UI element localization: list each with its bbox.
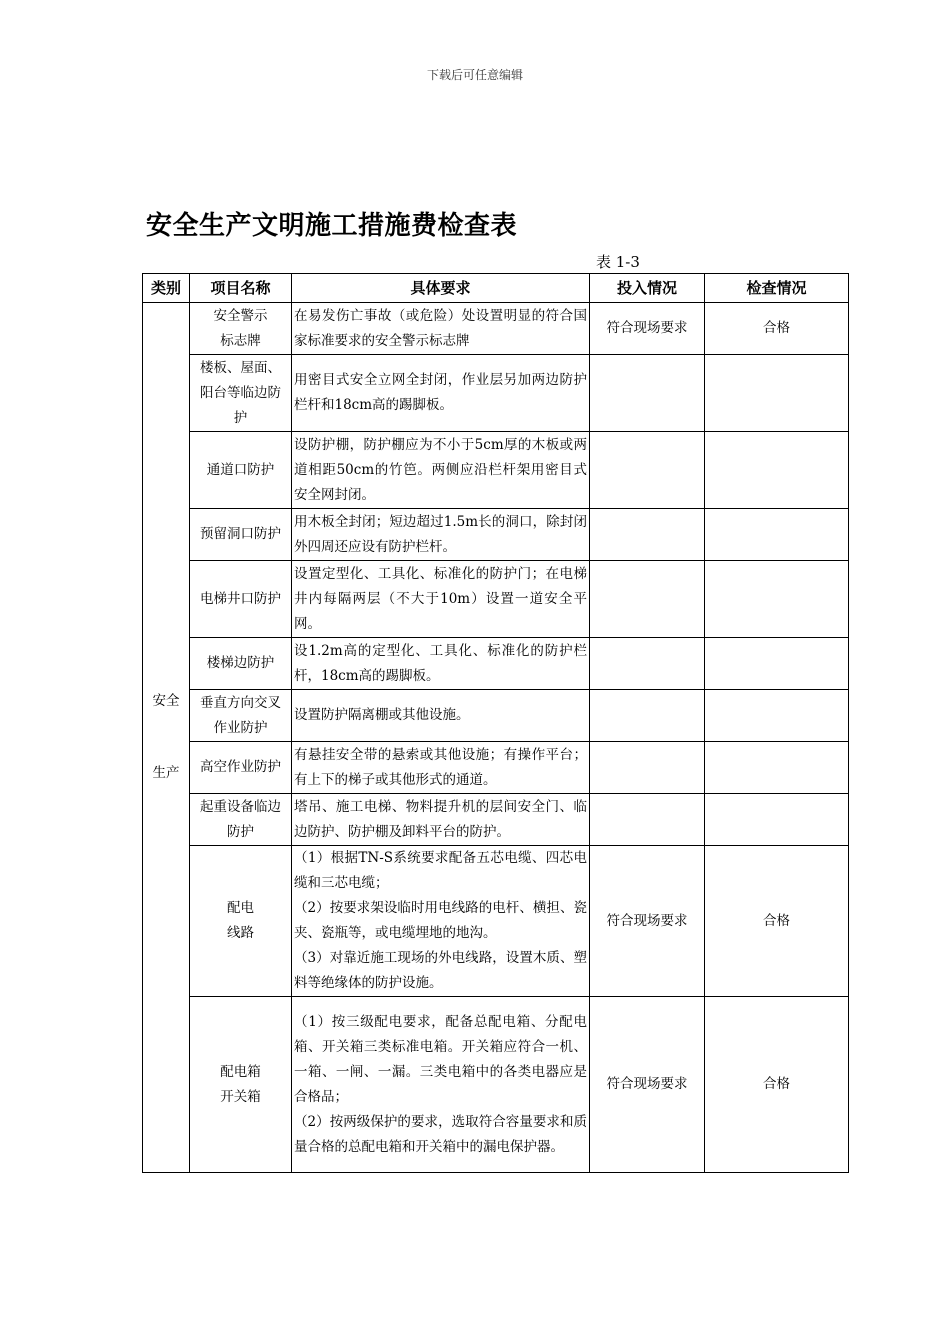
requirement-paragraph: 设防护棚，防护棚应为不小于5cm厚的木板或两道相距50cm的竹笆。两侧应沿栏杆架用密目式安全网封闭。: [294, 436, 587, 503]
item-name: [190, 638, 292, 690]
header-item-name: 项目名称: [190, 274, 292, 303]
table-row: [143, 846, 849, 997]
table-row: [143, 432, 849, 509]
header-inspection: 检查情况: [705, 274, 849, 303]
item-name-line: 线路: [227, 925, 254, 941]
item-name: [190, 561, 292, 638]
investment-status: [590, 794, 705, 846]
requirement-paragraph: （2）按要求架设临时用电线路的电杆、横担、瓷夹、瓷瓶等，或电缆埋地的地沟。: [294, 900, 587, 941]
item-name-line: 起重设备临边: [200, 798, 281, 815]
item-name-line: 开关箱: [220, 1088, 261, 1105]
requirement-paragraph: 用木板全封闭；短边超过1.5m长的洞口，除封闭外四周还应设有防护栏杆。: [294, 513, 587, 555]
investment-status: [590, 690, 705, 742]
inspection-status: [705, 355, 849, 432]
requirement-text: [292, 303, 590, 355]
inspection-status: 合格: [705, 997, 849, 1173]
inspection-status: [705, 690, 849, 742]
header-investment: 投入情况: [590, 274, 705, 303]
requirement-text: [292, 509, 590, 561]
requirement-text: [292, 355, 590, 432]
inspection-status: [705, 742, 849, 794]
requirement-paragraph: 设置防护隔离棚或其他设施。: [294, 707, 470, 723]
investment-status: [590, 638, 705, 690]
table-row: [143, 690, 849, 742]
investment-status: [590, 561, 705, 638]
inspection-table: [142, 273, 849, 1173]
item-name: [190, 690, 292, 742]
requirement-paragraph: 设1.2m高的定型化、工具化、标准化的防护栏杆，18cm高的踢脚板。: [294, 642, 587, 684]
header-note: 下载后可任意编辑: [426, 68, 523, 82]
investment-status: [590, 509, 705, 561]
table-row: [143, 742, 849, 794]
table-row: [143, 638, 849, 690]
item-name: [190, 997, 292, 1173]
requirement-paragraph: 用密目式安全立网全封闭，作业层另加两边防护栏杆和18cm高的踢脚板。: [294, 372, 587, 413]
table-row: [143, 509, 849, 561]
inspection-status: [705, 794, 849, 846]
requirement-paragraph: （1）按三级配电要求，配备总配电箱、分配电箱、开关箱三类标准电箱。开关箱应符合一机、一箱、一闸、一漏。三类电箱中的各类电器应是合格品；: [294, 1013, 587, 1105]
inspection-status: [705, 509, 849, 561]
item-name-line: 安全警示: [213, 307, 268, 324]
document-title: 安全生产文明施工措施费检查表: [146, 211, 518, 241]
item-name: [190, 742, 292, 794]
category-line-2: 生产: [152, 765, 180, 781]
requirement-paragraph: （1）根据TN-S系统要求配备五芯电缆、四芯电缆和三芯电缆；: [294, 850, 587, 891]
requirement-paragraph: 塔吊、施工电梯、物料提升机的层间安全门、临边防护、防护棚及卸料平台的防护。: [294, 798, 587, 840]
requirement-text: [292, 846, 590, 997]
item-name: [190, 432, 292, 509]
requirement-text: [292, 638, 590, 690]
item-name-line: 楼板、屋面、: [200, 359, 281, 376]
item-name-line: 垂直方向交叉: [200, 694, 281, 711]
requirement-paragraph: （3）对靠近施工现场的外电线路，设置木质、塑料等绝缘体的防护设施。: [294, 950, 587, 991]
item-name: [190, 846, 292, 997]
inspection-status: 合格: [705, 303, 849, 355]
requirement-paragraph: （2）按两级保护的要求，选取符合容量要求和质量合格的总配电箱和开关箱中的漏电保护器。: [294, 1113, 587, 1155]
item-name: [190, 355, 292, 432]
requirement-text: [292, 561, 590, 638]
table-row: [143, 303, 849, 355]
item-name-line: 护: [233, 409, 248, 426]
requirement-text: [292, 432, 590, 509]
investment-status: [590, 432, 705, 509]
header-requirements: 具体要求: [292, 274, 590, 303]
inspection-status: [705, 638, 849, 690]
investment-status: [590, 355, 705, 432]
requirement-paragraph: 有悬挂安全带的悬索或其他设施；有操作平台；有上下的梯子或其他形式的通道。: [294, 746, 587, 788]
inspection-status: 合格: [705, 846, 849, 997]
investment-status: 符合现场要求: [590, 303, 705, 355]
table-row: [143, 794, 849, 846]
item-name-line: 标志牌: [220, 332, 261, 349]
table-row: [143, 561, 849, 638]
item-name: [190, 794, 292, 846]
item-name-line: 配电: [227, 900, 254, 916]
requirement-text: [292, 997, 590, 1173]
item-name-line: 预留洞口防护: [200, 526, 281, 542]
item-name-line: 电梯井口防护: [200, 590, 281, 607]
item-name-line: 配电箱: [220, 1063, 261, 1080]
investment-status: [590, 742, 705, 794]
investment-status: 符合现场要求: [590, 846, 705, 997]
requirement-paragraph: 在易发伤亡事故（或危险）处设置明显的符合国家标准要求的安全警示标志牌: [294, 307, 587, 349]
category-cell: [143, 303, 190, 1173]
requirement-paragraph: 设置定型化、工具化、标准化的防护门；在电梯井内每隔两层（不大于10m）设置一道安全平网。: [294, 565, 587, 632]
table-row: [143, 997, 849, 1173]
item-name-line: 通道口防护: [206, 461, 275, 478]
inspection-status: [705, 432, 849, 509]
table-number: 表 1-3: [596, 253, 640, 271]
table-header-row: [143, 274, 849, 303]
item-name-line: 作业防护: [213, 719, 268, 736]
inspection-status: [705, 561, 849, 638]
header-category: 类别: [143, 274, 190, 303]
requirement-text: [292, 690, 590, 742]
item-name: [190, 303, 292, 355]
table-row: [143, 355, 849, 432]
item-name-line: 阳台等临边防: [200, 384, 281, 401]
investment-status: 符合现场要求: [590, 997, 705, 1173]
item-name-line: 防护: [227, 823, 254, 840]
category-line-1: 安全: [152, 693, 180, 709]
requirement-text: [292, 794, 590, 846]
item-name: [190, 509, 292, 561]
item-name-line: 高空作业防护: [200, 759, 281, 775]
requirement-text: [292, 742, 590, 794]
item-name-line: 楼梯边防护: [206, 655, 275, 671]
